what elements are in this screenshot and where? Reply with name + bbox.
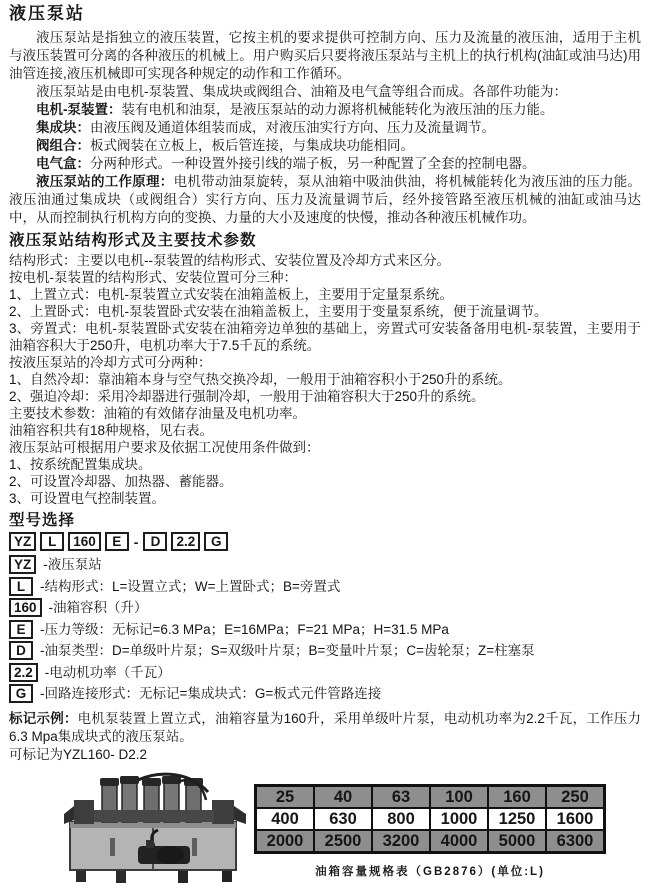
structure-line: 按液压泵站的冷却方式可分两种： xyxy=(9,355,212,370)
structure-line: 3、旁置式：电机-泵装置卧式安装在油箱旁边单独的基础上，旁置式可安装备备用电机-泵装置，主要用于油箱容积大于250升，电机功率大于7.5千瓦的系统。 xyxy=(9,321,641,353)
table-cell: 1600 xyxy=(546,808,605,830)
pump-station-photo xyxy=(50,770,258,888)
table-cell: 1250 xyxy=(488,808,546,830)
working-principle-paragraph xyxy=(9,173,641,227)
model-code-box: L xyxy=(9,577,33,596)
model-code-dash: - xyxy=(133,533,139,550)
table-cell: 4000 xyxy=(430,830,488,853)
model-code-box: D xyxy=(9,641,33,660)
model-legend-row xyxy=(9,684,641,703)
structure-line: 油箱容积共有18种规格，见右表。 xyxy=(9,423,214,438)
structure-line: 1、自然冷却：靠油箱本身与空气热交换冷却，一般用于油箱容积小于250升的系统。 xyxy=(9,372,512,387)
model-code-segment: 160 xyxy=(68,532,101,551)
model-code xyxy=(9,532,641,551)
marking-example-label: 标记示例： xyxy=(9,711,78,726)
table-cell: 250 xyxy=(546,786,605,809)
table-caption: 油箱容量规格表（GB2876）(单位:L) xyxy=(315,866,545,878)
intro-paragraph-2: 液压泵站是由电机-泵装置、集成块或阀组合、油箱及电气盒等组合而成。各部件功能为： xyxy=(36,84,567,99)
model-code-segment: YZ xyxy=(9,532,36,551)
table-cell: 100 xyxy=(430,786,488,809)
component-text: 由液压阀及通道体组装而成，对液压油实行方向、压力及流量调节。 xyxy=(90,120,495,135)
table-cell: 800 xyxy=(372,808,430,830)
component-line-valve-group xyxy=(9,137,641,155)
table-cell: 400 xyxy=(256,808,315,830)
table-row xyxy=(256,786,605,809)
table-cell: 160 xyxy=(488,786,546,809)
model-legend-text: -回路连接形式：无标记=集成块式：G=板式元件管路连接 xyxy=(40,686,382,701)
table-cell: 2500 xyxy=(314,830,372,853)
marking-example-result: 可标记为YZL160- D2.2 xyxy=(9,747,148,762)
structure-line: 液压泵站可根据用户要求及依据工况使用条件做到： xyxy=(9,440,320,455)
model-code-box: E xyxy=(9,620,33,639)
model-section-heading: 型号选择 xyxy=(9,512,76,529)
model-legend-row xyxy=(9,577,641,596)
structure-line: 按电机-泵装置的结构形式、安装位置可分三种： xyxy=(9,270,297,285)
marking-example-text: 电机泵装置上置立式，油箱容量为160升，采用单级叶片泵，电动机功率为2.2千瓦，工作压力6.3 Mpa集成块式的液压泵站。 xyxy=(9,711,642,744)
component-label: 阀组合： xyxy=(36,138,90,153)
model-code-segment: E xyxy=(105,532,129,551)
model-code-box: G xyxy=(9,684,33,703)
table-cell: 40 xyxy=(314,786,372,809)
component-text: 板式阀装在立板上，板后管连接，与集成块功能相同。 xyxy=(90,138,414,153)
structure-line: 1、按系统配置集成块。 xyxy=(9,457,152,472)
principle-label: 液压泵站的工作原理： xyxy=(36,174,174,189)
model-legend-text: -电动机功率（千瓦） xyxy=(44,664,171,680)
model-legend-text: -油箱容积（升） xyxy=(48,600,148,615)
component-line-electric-box xyxy=(9,155,641,173)
marking-example-paragraph xyxy=(9,710,641,746)
model-legend-text: -液压泵站 xyxy=(43,557,102,572)
table-cell: 63 xyxy=(372,786,430,809)
component-label: 集成块： xyxy=(36,120,90,135)
table-cell: 1000 xyxy=(430,808,488,830)
component-text: 装有电机和油泵，是液压泵站的动力源将机械能转化为液压油的压力能。 xyxy=(121,102,554,117)
structure-line: 2、强迫冷却：采用冷却器进行强制冷却，一般用于油箱容积大于250升的系统。 xyxy=(9,389,485,404)
model-code-box: YZ xyxy=(9,555,36,574)
structure-line: 主要技术参数：油箱的有效储存油量及电机功率。 xyxy=(9,406,306,421)
component-line-manifold xyxy=(9,119,641,137)
model-code-segment: G xyxy=(204,532,228,551)
model-legend-row xyxy=(9,620,641,639)
model-legend-text: -油泵类型：D=单级叶片泵；S=双级叶片泵；B=变量叶片泵；C=齿轮泵；Z=柱塞泵 xyxy=(40,643,535,658)
model-code-segment: 2.2 xyxy=(171,532,200,551)
component-label: 电机-泵装置： xyxy=(36,102,122,117)
component-label: 电气盒： xyxy=(36,156,90,171)
structure-line: 2、上置卧式：电机-泵装置卧式安装在油箱盖板上，主要用于变量泵系统，便于流量调节。 xyxy=(9,304,548,319)
model-legend-text: -压力等级：无标记=6.3 MPa；E=16MPa；F=21 MPa；H=31.5 MPa xyxy=(40,621,449,637)
table-cell: 6300 xyxy=(546,830,605,853)
table-row xyxy=(256,808,605,830)
component-line-motor-pump xyxy=(9,101,641,119)
model-code-segment: D xyxy=(143,532,167,551)
table-cell: 5000 xyxy=(488,830,546,853)
marking-example xyxy=(9,710,641,764)
bottom-figure-region xyxy=(0,770,650,896)
model-legend-row xyxy=(9,598,641,617)
model-legend-row xyxy=(9,555,641,574)
table-cell: 25 xyxy=(256,786,315,809)
table-cell: 630 xyxy=(314,808,372,830)
model-legend-text: -结构形式：L=设置立式；W=上置卧式；B=旁置式 xyxy=(40,578,341,594)
tank-capacity-table-block xyxy=(254,784,606,879)
table-row xyxy=(256,830,605,853)
table-cell: 2000 xyxy=(256,830,315,853)
structure-line: 2、可设置冷却器、加热器、蓄能器。 xyxy=(9,474,233,489)
model-legend-row xyxy=(9,641,641,660)
principle-text: 电机带动油泵旋转，泵从油箱中吸油供油，将机械能转化为液压油的压力能。液压油通过集成块（或阀组合）实行方向、压力及流量调节后，经外接管路至液压机械的油缸或油马达中，从而控制执行机构方向的变换、力量的大小及速度的快慢，推动各种液压机械作功。 xyxy=(9,174,642,225)
component-text: 分两种形式。一种设置外接引线的端子板，另一种配置了全套的控制电器。 xyxy=(90,156,536,171)
model-code-segment: L xyxy=(40,532,64,551)
page-title: 液压泵站 xyxy=(9,4,85,23)
tank-capacity-table xyxy=(254,784,606,854)
model-code-box: 160 xyxy=(9,598,42,617)
structure-line: 1、上置立式：电机-泵装置立式安装在油箱盖板上，主要用于定量泵系统。 xyxy=(9,287,454,302)
table-cell: 3200 xyxy=(372,830,430,853)
structure-line: 3、可设置电气控制装置。 xyxy=(9,491,166,506)
structure-line: 结构形式：主要以电机--泵装置的结构形式、安装位置及冷却方式来区分。 xyxy=(9,253,450,268)
model-legend-row xyxy=(9,663,641,682)
intro-paragraph-1: 液压泵站是指独立的液压装置，它按主机的要求提供可控制方向、压力及流量的液压油，适用于主机与液压装置可分离的各种液压的机械上。用户购买后只要将液压泵站与主机上的执行机构(油缸或油马达)用油管连接,液压机械即可实现各种规定的动作和工作循环。 xyxy=(9,30,641,81)
model-code-box: 2.2 xyxy=(9,663,38,682)
structure-section-heading: 液压泵站结构形式及主要技术参数 xyxy=(9,232,257,249)
